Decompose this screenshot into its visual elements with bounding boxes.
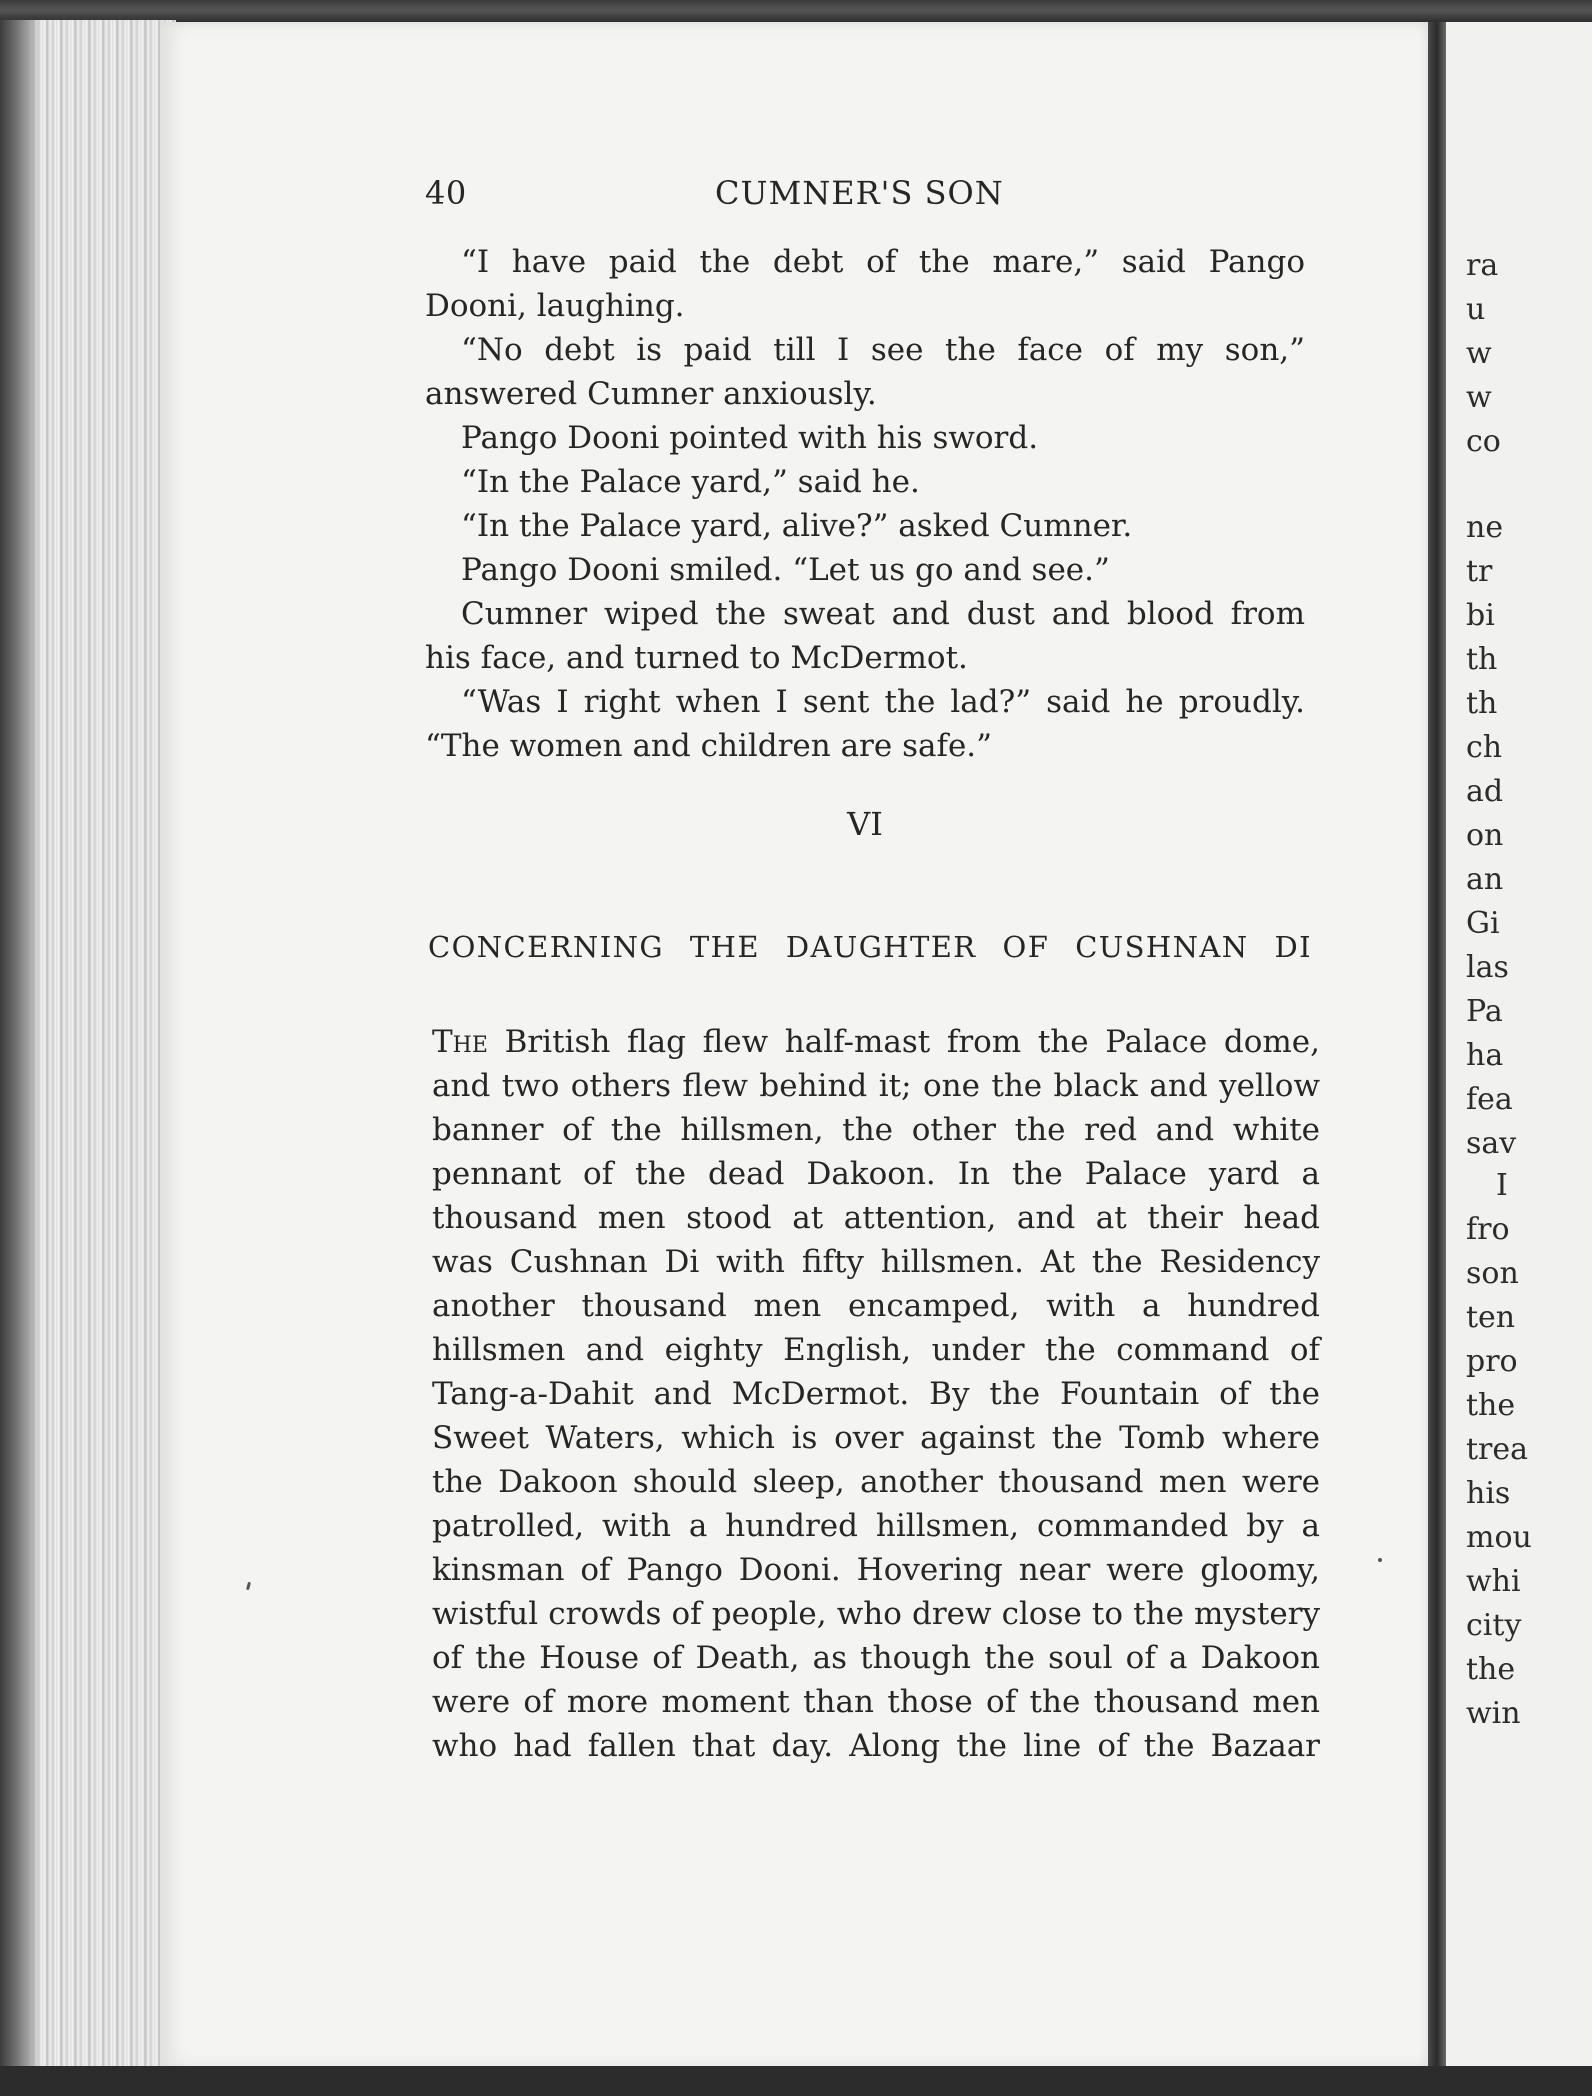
facing-page-fragment: Gi <box>1466 906 1500 941</box>
text-line: of the House of Death, as though the soul of a Dakoon <box>432 1640 1320 1676</box>
facing-page-fragment: on <box>1466 818 1504 853</box>
facing-page-fragment: Pa <box>1466 994 1503 1029</box>
text-before-chapter <box>425 240 1305 768</box>
text-line: “The women and children are safe.” <box>425 728 992 764</box>
chapter-first-word: The <box>432 1024 488 1060</box>
ink-speck <box>1378 1558 1382 1562</box>
page-stack-edge <box>0 20 176 2070</box>
facing-page-fragment: fea <box>1466 1082 1513 1117</box>
facing-page-fragment: u <box>1466 292 1486 327</box>
facing-page-fragment: las <box>1466 950 1509 985</box>
facing-page-fragment: son <box>1466 1256 1519 1291</box>
text-line: his face, and turned to McDermot. <box>425 640 968 676</box>
text-line: hillsmen and eighty English, under the command of <box>432 1332 1320 1368</box>
text-line: who had fallen that day. Along the line of the Bazaar <box>432 1728 1320 1764</box>
text-line: Pango Dooni smiled. “Let us go and see.” <box>461 552 1110 588</box>
text-line: was Cushnan Di with fifty hillsmen. At the Residency <box>432 1244 1320 1280</box>
text-line: Sweet Waters, which is over against the Tomb where <box>432 1420 1320 1456</box>
text-line: pennant of the dead Dakoon. In the Palace yard a <box>432 1156 1320 1192</box>
facing-page <box>1446 22 1592 2068</box>
facing-page-fragment: ha <box>1466 1038 1504 1073</box>
text-line: answered Cumner anxiously. <box>425 376 877 412</box>
facing-page-fragment: th <box>1466 642 1498 677</box>
text-line: and two others flew behind it; one the black and yellow <box>432 1068 1320 1104</box>
facing-page-fragment: bi <box>1466 598 1495 633</box>
text-line: thousand men stood at attention, and at their head <box>432 1200 1320 1236</box>
facing-page-fragment: his <box>1466 1476 1511 1511</box>
facing-page-fragment: the <box>1466 1388 1516 1423</box>
text-line: kinsman of Pango Dooni. Hovering near were gloomy, <box>432 1552 1320 1588</box>
facing-page-fragment: mou <box>1466 1520 1532 1555</box>
facing-page-fragment: the <box>1466 1652 1516 1687</box>
text-line: Pango Dooni pointed with his sword. <box>461 420 1039 456</box>
scan-bottom-border <box>0 2066 1592 2096</box>
facing-page-fragment: whi <box>1466 1564 1521 1599</box>
text-line: “In the Palace yard, alive?” asked Cumner. <box>461 508 1133 544</box>
running-head <box>425 170 1330 220</box>
text-line: were of more moment than those of the thousand men <box>432 1684 1320 1720</box>
facing-page-fragment: ten <box>1466 1300 1516 1335</box>
text-line: another thousand men encamped, with a hundred <box>432 1288 1320 1324</box>
facing-page-fragment: th <box>1466 686 1498 721</box>
text-line: banner of the hillsmen, the other the red and white <box>432 1112 1320 1148</box>
facing-page-fragment: sav <box>1466 1126 1517 1161</box>
running-title: CUMNER'S SON <box>715 174 1004 212</box>
facing-page-fragment: ne <box>1466 510 1504 545</box>
text-line: “No debt is paid till I see the face of my son,” <box>461 332 1305 368</box>
chapter-body <box>432 1020 1320 1768</box>
chapter-number: VI <box>847 805 883 843</box>
text-line: patrolled, with a hundred hillsmen, commanded by a <box>432 1508 1320 1544</box>
facing-page-fragment: city <box>1466 1608 1522 1643</box>
facing-page-fragment: ad <box>1466 774 1504 809</box>
text-line: Tang-a-Dahit and McDermot. By the Fountain of the <box>432 1376 1320 1412</box>
facing-page-fragment: w <box>1466 336 1492 371</box>
facing-page-fragment: co <box>1466 424 1501 459</box>
facing-page-fragment: win <box>1466 1696 1521 1731</box>
text-line: “Was I right when I sent the lad?” said he proudly. <box>461 684 1305 720</box>
facing-page-fragment: tr <box>1466 554 1493 589</box>
text-line: “In the Palace yard,” said he. <box>461 464 920 500</box>
facing-page-fragment: trea <box>1466 1432 1529 1467</box>
book-gutter <box>1428 22 1446 2068</box>
facing-page-fragment: pro <box>1466 1344 1518 1379</box>
text-line: “I have paid the debt of the mare,” said Pango <box>461 244 1305 280</box>
facing-page-fragment: I <box>1496 1168 1508 1203</box>
facing-page-fragment: w <box>1466 380 1492 415</box>
facing-page-fragment: an <box>1466 862 1504 897</box>
chapter-first-line-rest: British flag flew half-mast from the Palace dome, <box>504 1024 1320 1060</box>
facing-page-fragment: ra <box>1466 248 1499 283</box>
text-line: the Dakoon should sleep, another thousand men were <box>432 1464 1320 1500</box>
chapter-title: CONCERNING THE DAUGHTER OF CUSHNAN DI <box>428 930 1312 964</box>
text-line: Dooni, laughing. <box>425 288 685 324</box>
text-line: wistful crowds of people, who drew close to the mystery <box>432 1596 1320 1632</box>
page-number: 40 <box>425 174 467 212</box>
chapter-first-line <box>432 1020 1320 1064</box>
facing-page-fragment: ch <box>1466 730 1503 765</box>
text-line: Cumner wiped the sweat and dust and blood from <box>461 596 1305 632</box>
facing-page-fragment: fro <box>1466 1212 1510 1247</box>
